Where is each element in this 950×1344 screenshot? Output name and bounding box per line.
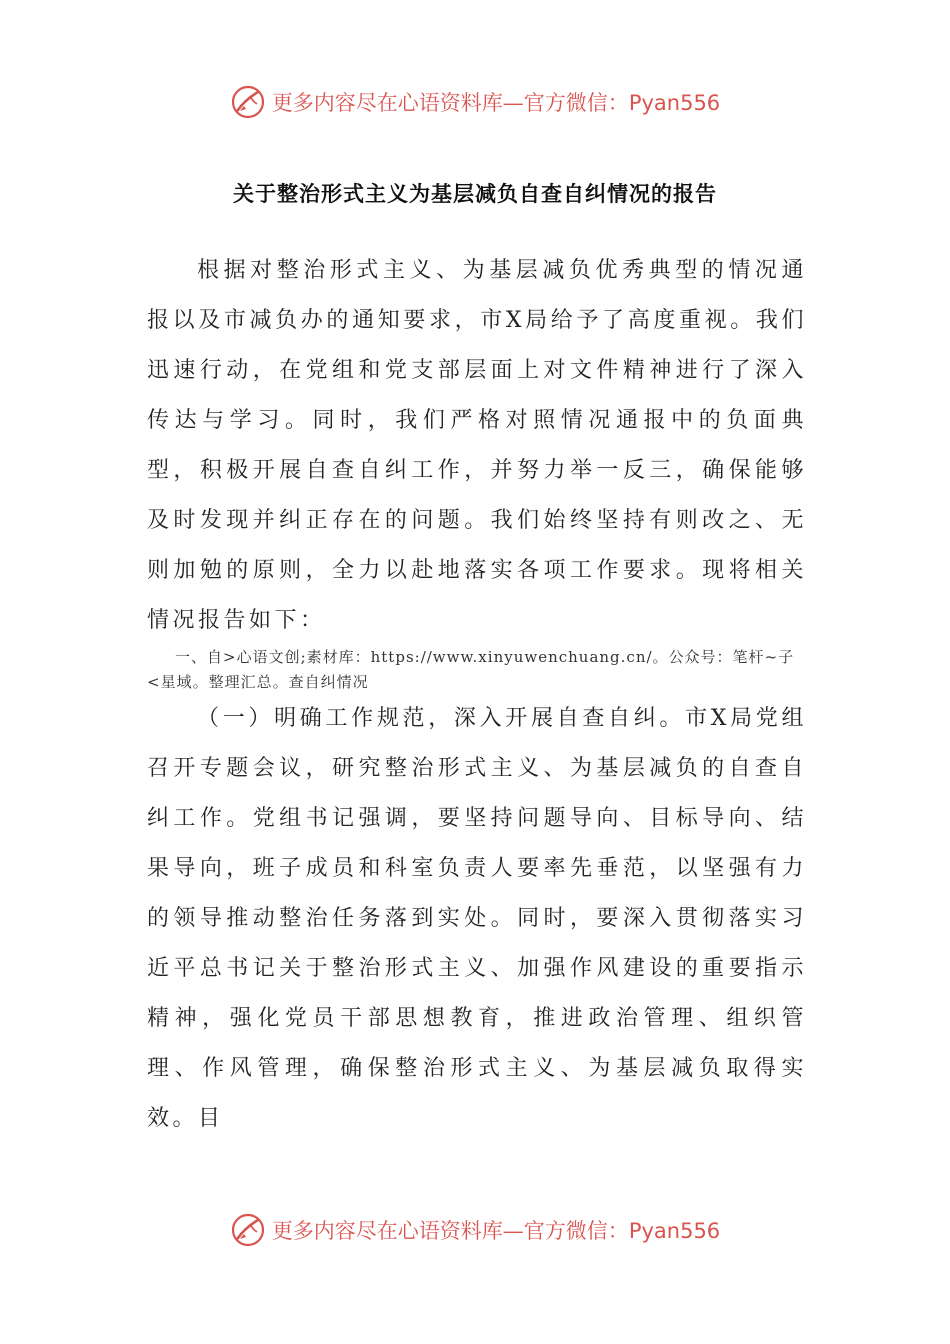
- banner-wechat-id: Pyan556: [628, 1219, 721, 1243]
- header-watermark-banner: [0, 82, 950, 122]
- banner-text: 更多内容尽在心语资料库—官方微信：Pyan556: [271, 1219, 721, 1243]
- document-title: 关于整治形式主义为基层减负自查自纠情况的报告: [233, 181, 717, 206]
- footer-watermark-banner: [0, 1210, 950, 1250]
- section-heading-note: 一、自>心语文创;素材库：https://www.xinyuwenchuang.cn/。公众号：笔杆~子<星域。整理汇总。查自纠情况: [147, 648, 795, 691]
- banner-text: 更多内容尽在心语资料库—官方微信：Pyan556: [271, 91, 721, 115]
- body-paragraph-section-one: （一）明确工作规范，深入开展自查自纠。市X局党组召开专题会议，研究整治形式主义、为基层减负的自查自纠工作。党组书记强调，要坚持问题导向、目标导向、结果导向，班子成员和科室负责人要率先垂范，以坚强有力的领导推动整治任务落到实处。同时，要深入贯彻落实习近平总书记关于整治形式主义、加强作风建设的重要指示精神，强化党员干部思想教育，推进政治管理、组织管理、作风管理，确保整治形式主义、为基层减负取得实效。目: [147, 706, 807, 1131]
- banner-wechat-id: Pyan556: [628, 91, 721, 115]
- body-paragraph-intro: 根据对整治形式主义、为基层减负优秀典型的情况通报以及市减负办的通知要求，市X局给予了高度重视。我们迅速行动，在党组和党支部层面上对文件精神进行了深入传达与学习。同时，我们严格对照情况通报中的负面典型，积极开展自查自纠工作，并努力举一反三，确保能够及时发现并纠正存在的问题。我们始终坚持有则改之、无则加勉的原则，全力以赴地落实各项工作要求。现将相关情况报告如下：: [147, 258, 807, 633]
- pen-logo-icon: [230, 1212, 266, 1248]
- pen-logo-icon: [230, 84, 266, 120]
